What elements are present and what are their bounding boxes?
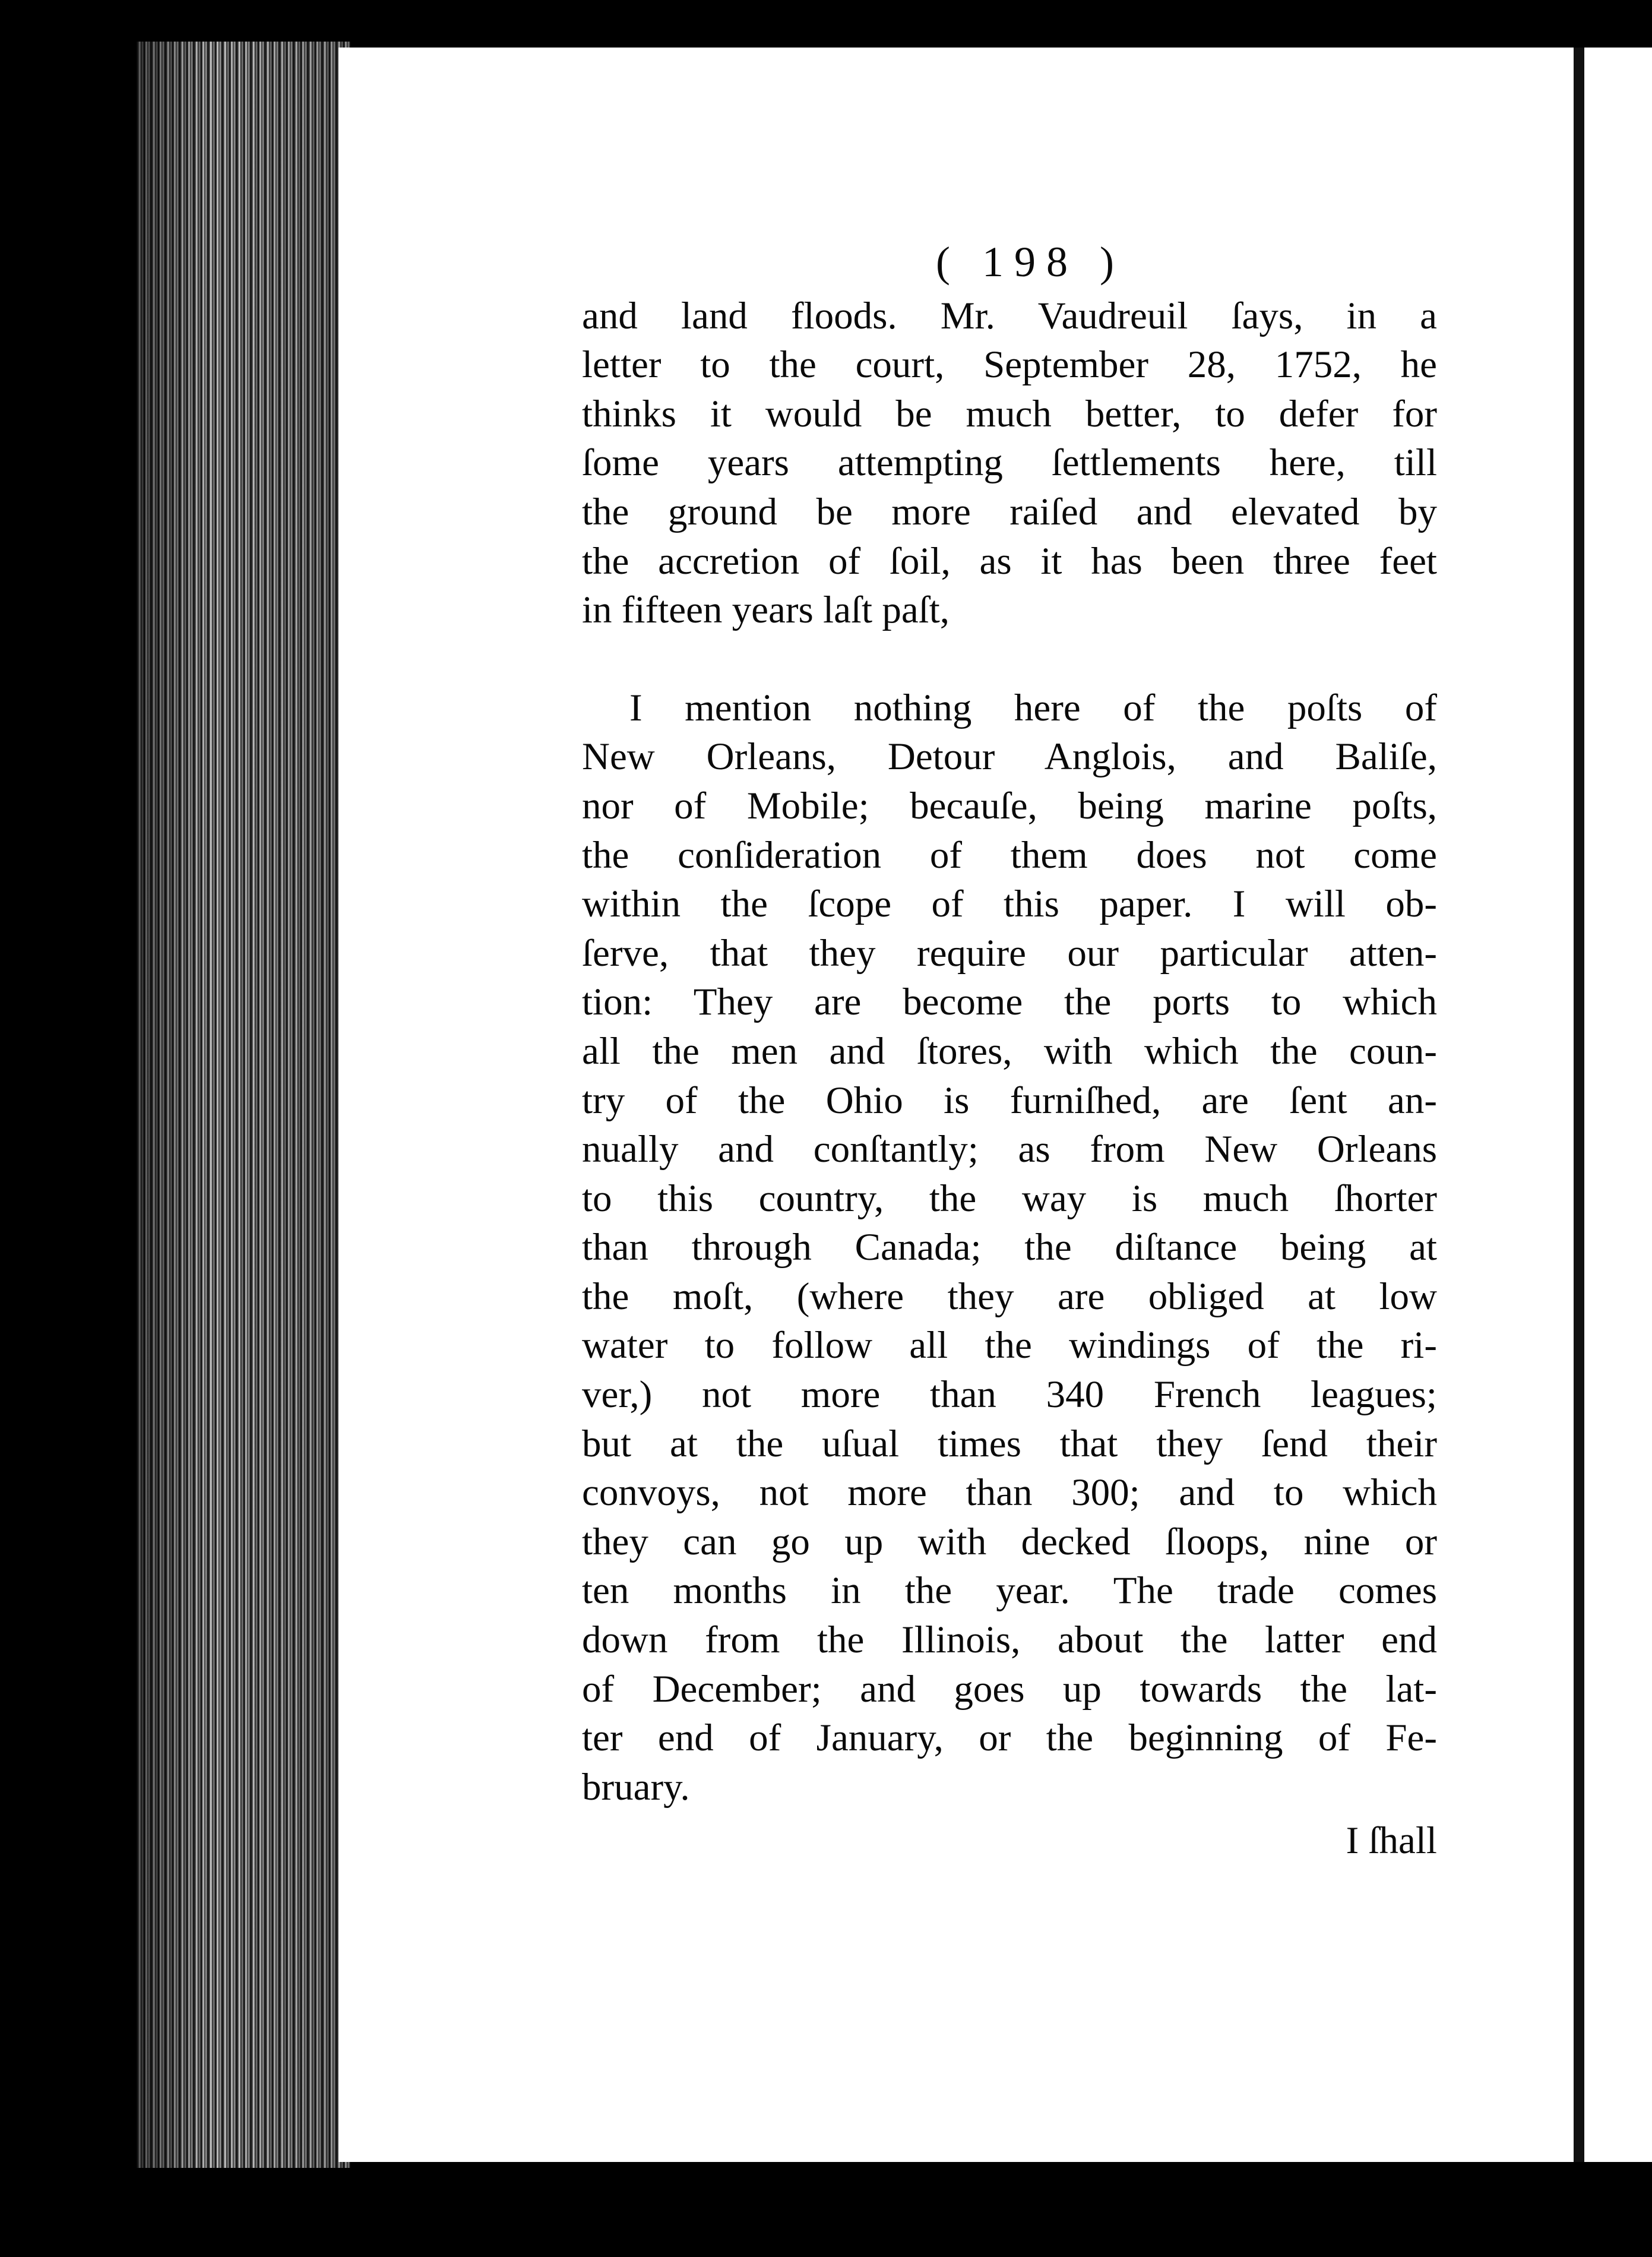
next-page-edge [1568, 48, 1652, 2162]
text-line: than through Canada; the diſtance being at [582, 1226, 1437, 1269]
text-line: I mention nothing here of the poſts of [629, 686, 1437, 729]
text-line: to this country, the way is much ſhorter [582, 1177, 1437, 1220]
text-line: nually and conſtantly; as from New Orleans [582, 1128, 1437, 1171]
text-line: but at the uſual times that they ſend their [582, 1422, 1437, 1465]
text-line: ver,) not more than 340 French leagues; [582, 1373, 1437, 1417]
paragraph-gap [582, 635, 1437, 684]
text-line: bruary. [582, 1765, 690, 1809]
text-line: try of the Ohio is furniſhed, are ſent an- [582, 1079, 1437, 1122]
text-line: and land floods. Mr. Vaudreuil ſays, in a [582, 294, 1437, 337]
text-line: the conſideration of them does not come [582, 833, 1437, 877]
text-line: tion: They are become the ports to which [582, 981, 1437, 1024]
text-line: of December; and goes up towards the lat- [582, 1667, 1437, 1711]
text-line: the ground be more raiſed and elevated by [582, 490, 1437, 533]
paragraph-2 [582, 684, 1437, 1812]
text-line: ter end of January, or the beginning of Fe- [582, 1717, 1437, 1760]
page-edges [137, 42, 350, 2168]
text-line: all the men and ſtores, with which the coun- [582, 1029, 1437, 1073]
text-line: convoys, not more than 300; and to which [582, 1471, 1437, 1515]
text-line: ſerve, that they require our particular atten- [582, 931, 1437, 975]
page-number: ( 198 ) [936, 238, 1125, 286]
text-line: ſome years attempting ſettlements here, till [582, 441, 1437, 485]
catchword: I ſhall [1346, 1819, 1437, 1863]
paragraph-1 [582, 292, 1437, 635]
text-line: thinks it would be much better, to defer for [582, 392, 1437, 435]
text-line: nor of Mobile; becauſe, being marine poſts, [582, 784, 1437, 827]
text-line: the accretion of ſoil, as it has been three feet [582, 539, 1437, 583]
text-line: within the ſcope of this paper. I will ob- [582, 883, 1437, 926]
text-line: the moſt, (where they are obliged at low [582, 1275, 1437, 1318]
page-text [582, 238, 1437, 1866]
text-line: ten months in the year. The trade comes [582, 1569, 1437, 1613]
text-line: New Orleans, Detour Anglois, and Baliſe, [582, 735, 1437, 779]
book-page [338, 48, 1574, 2162]
text-line: water to follow all the windings of the ri- [582, 1324, 1437, 1367]
text-line: down from the Illinois, about the latter end [582, 1619, 1437, 1662]
text-line: in fifteen years laſt paſt, [582, 589, 950, 632]
text-line: letter to the court, September 28, 1752, he [582, 343, 1437, 387]
text-line: they can go up with decked ſloops, nine or [582, 1520, 1437, 1563]
